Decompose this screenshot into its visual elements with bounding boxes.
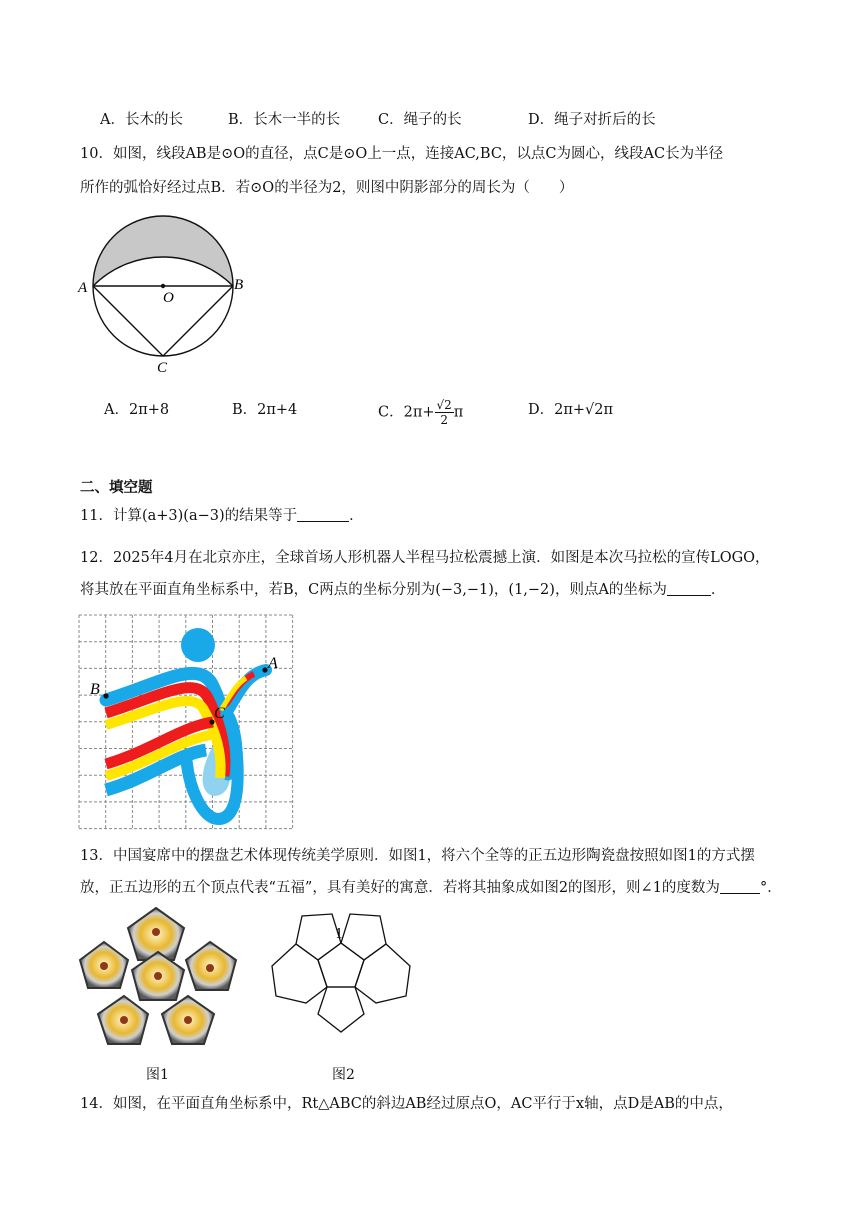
pentagon-top-right	[341, 914, 386, 960]
q11-prompt: 11．计算(a+3)(a−3)的结果等于	[80, 508, 298, 524]
q10-option-d: D．2π+√2π	[528, 402, 614, 418]
q12-text-line2	[80, 580, 725, 600]
label-a: A	[78, 280, 88, 296]
segment-ac	[93, 286, 163, 356]
q9-option-b: B．长木一半的长	[228, 112, 341, 128]
label-a: A	[268, 655, 278, 672]
fraction-denominator: 2	[440, 413, 448, 427]
label-c: C	[214, 705, 225, 722]
label-o: O	[163, 290, 174, 306]
q12-text-line1: 12．2025年4月在北京亦庄，全球首场人形机器人半程马拉松震撼上演．如图是本次马拉松的宣传LOGO，	[80, 550, 770, 566]
label-c: C	[157, 360, 168, 376]
q10-option-c-prefix: C．2π+	[378, 404, 435, 421]
q10-option-c-fraction	[435, 398, 454, 427]
q13-figure1-plates	[76, 902, 242, 1060]
q10-circle-figure	[72, 210, 262, 380]
q9-option-d: D．绳子对折后的长	[528, 112, 656, 128]
q13-text-line2	[80, 878, 782, 898]
point-a	[262, 667, 267, 672]
q10-option-c	[378, 398, 463, 427]
answer-blank	[297, 507, 349, 522]
logo-head	[181, 628, 215, 662]
angle-1-label: 1	[335, 927, 344, 942]
label-b: B	[234, 277, 244, 293]
q9-option-a: A．长木的长	[100, 112, 183, 128]
point-b	[103, 693, 108, 698]
q10-text-line1: 10．如图，线段AB是⊙O的直径，点C是⊙O上一点，连接AC,BC，以点C为圆心，线段AC长为半径	[80, 146, 724, 162]
q13-figure2-pentagons	[262, 908, 422, 1058]
pentagon-bottom	[318, 987, 364, 1032]
section-title: 二、填空题	[80, 480, 153, 496]
q11-end: ．	[349, 508, 364, 524]
q10-option-a: A．2π+8	[104, 402, 170, 418]
q12-logo-grid	[78, 614, 296, 832]
q10-option-c-suffix: π	[453, 404, 464, 421]
q9-option-c: C．绳子的长	[378, 112, 462, 128]
fig1-caption: 图1	[146, 1067, 169, 1083]
q11-text	[80, 506, 364, 526]
answer-blank	[667, 581, 711, 596]
label-b: B	[90, 681, 100, 698]
pentagon-left	[272, 944, 327, 1003]
q10-text-line2: 所作的弧恰好经过点B．若⊙O的半径为2，则图中阴影部分的周长为（ ）	[80, 180, 574, 196]
pentagon-right	[355, 944, 410, 1003]
q10-option-b: B．2π+4	[232, 402, 298, 418]
shaded-region	[93, 216, 233, 286]
answer-blank	[720, 879, 760, 894]
q12-end: ．	[710, 582, 726, 598]
q13-text-line1: 13．中国宴席中的摆盘艺术体现传统美学原则．如图1，将六个全等的正五边形陶瓷盘按照如图1的方式摆	[80, 848, 755, 864]
q14-text-line1: 14．如图，在平面直角坐标系中，Rt△ABC的斜边AB经过原点O，AC平行于x轴，点D是AB的中点，	[80, 1096, 733, 1112]
q12-prompt: 将其放在平面直角坐标系中，若B，C两点的坐标分别为(−3,−1)，(1,−2)，则点A的坐标为	[80, 582, 667, 598]
fig2-caption: 图2	[332, 1067, 355, 1083]
center-point	[161, 284, 165, 288]
q13-end: °．	[759, 880, 782, 896]
fraction-numerator: √2	[436, 398, 452, 412]
q13-prompt: 放，正五边形的五个顶点代表“五福”，具有美好的寓意．若将其抽象成如图2的图形，则∠1的度数为	[80, 880, 720, 896]
